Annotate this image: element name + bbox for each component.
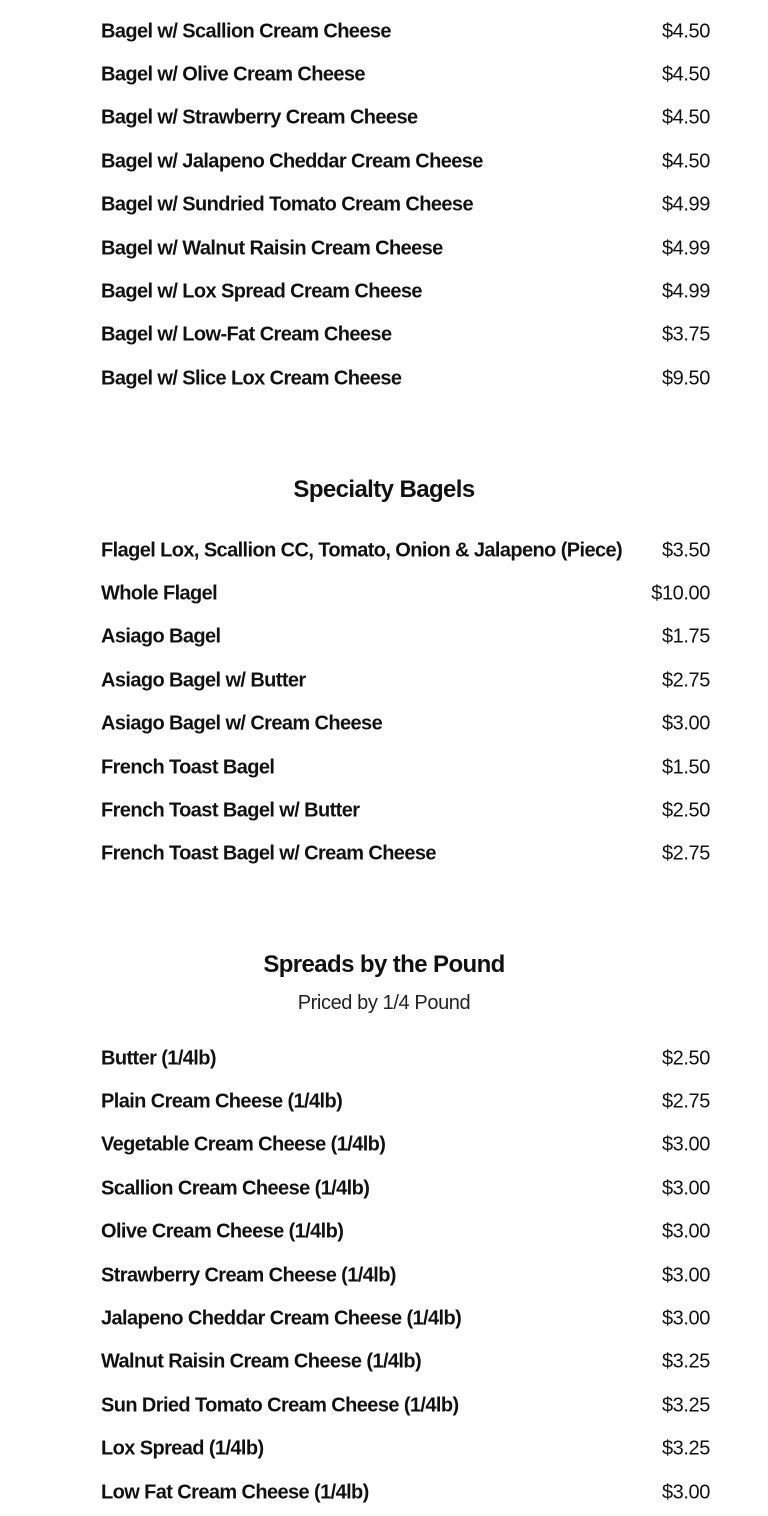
menu-item-name: Bagel w/ Walnut Raisin Cream Cheese (101, 237, 443, 260)
menu-item (0, 1384, 768, 1427)
menu-item-price: $4.99 (661, 193, 710, 216)
menu-item-name: Bagel w/ Lox Spread Cream Cheese (101, 280, 422, 303)
menu-item (0, 314, 768, 357)
menu-item-list (0, 10, 768, 401)
menu-item-name: Bagel w/ Jalapeno Cheddar Cream Cheese (101, 150, 483, 173)
section-title-specialty-bagels: Specialty Bagels (293, 476, 475, 503)
menu-item-price: $3.00 (661, 712, 710, 735)
menu-item-name: French Toast Bagel w/ Butter (101, 799, 360, 822)
menu-item-name: Bagel w/ Scallion Cream Cheese (101, 20, 391, 43)
menu-item (0, 529, 768, 572)
menu-item-name: Jalapeno Cheddar Cream Cheese (1/4lb) (101, 1307, 462, 1330)
menu-item-price: $1.50 (661, 756, 710, 779)
section-title-spreads-by-the-pound: Spreads by the Pound (263, 951, 505, 978)
menu-item-price: $3.25 (661, 1350, 710, 1373)
menu-item-name: Flagel Lox, Scallion CC, Tomato, Onion & Jalapeno (Piece) (101, 539, 623, 562)
menu-item-price: $3.75 (661, 323, 710, 346)
section-spreads-by-the-pound (0, 1037, 768, 1514)
menu-item-price: $3.25 (661, 1437, 710, 1460)
menu-item (0, 746, 768, 789)
menu-item (0, 227, 768, 270)
section-specialty-bagels (0, 529, 768, 876)
menu-item (0, 703, 768, 746)
menu-item-name: Bagel w/ Slice Lox Cream Cheese (101, 367, 402, 390)
menu-item (0, 1124, 768, 1167)
menu-item-name: Plain Cream Cheese (1/4lb) (101, 1090, 343, 1113)
menu-item-price: $10.00 (651, 582, 710, 605)
menu-item (0, 1297, 768, 1340)
menu-item-list (0, 529, 768, 876)
menu-item (0, 184, 768, 227)
menu-item (0, 833, 768, 876)
menu-item-name: Butter (1/4lb) (101, 1047, 216, 1070)
menu-item-price: $3.00 (661, 1220, 710, 1243)
menu-item (0, 10, 768, 53)
section-cream-cheese-bagels (0, 10, 768, 401)
menu-item (0, 1167, 768, 1210)
menu-item-name: French Toast Bagel (101, 756, 275, 779)
menu-item-name: Bagel w/ Olive Cream Cheese (101, 63, 365, 86)
menu-item (0, 1254, 768, 1297)
menu-item (0, 1037, 768, 1080)
menu-item-name: Walnut Raisin Cream Cheese (1/4lb) (101, 1350, 422, 1373)
menu-item-name: Asiago Bagel (101, 625, 221, 648)
menu-item-price: $4.50 (661, 150, 710, 173)
menu-item-price: $4.50 (661, 106, 710, 129)
menu-item (0, 572, 768, 615)
section-subtitle: Priced by 1/4 Pound (297, 992, 471, 1014)
menu-item-price: $3.00 (661, 1307, 710, 1330)
menu-item-name: Asiago Bagel w/ Butter (101, 669, 306, 692)
menu-item-name: Lox Spread (1/4lb) (101, 1437, 264, 1460)
menu-item-price: $3.00 (661, 1481, 710, 1504)
menu-item-price: $2.75 (661, 1090, 710, 1113)
menu-item-list (0, 1037, 768, 1514)
menu-item-name: Bagel w/ Sundried Tomato Cream Cheese (101, 193, 473, 216)
menu-item-price: $4.99 (661, 280, 710, 303)
menu-item-price: $3.50 (661, 539, 710, 562)
menu-item (0, 140, 768, 183)
menu-item-name: Bagel w/ Low-Fat Cream Cheese (101, 323, 392, 346)
menu-item-price: $3.25 (661, 1394, 710, 1417)
menu-item (0, 1341, 768, 1384)
menu-item-price: $3.00 (661, 1177, 710, 1200)
menu-item-price: $4.50 (661, 20, 710, 43)
menu-item (0, 789, 768, 832)
menu-item-price: $4.50 (661, 63, 710, 86)
menu-item (0, 1428, 768, 1471)
menu-item (0, 357, 768, 400)
menu-item (0, 1080, 768, 1123)
menu-item (0, 1471, 768, 1514)
menu-item-price: $3.00 (661, 1133, 710, 1156)
menu-item-name: Asiago Bagel w/ Cream Cheese (101, 712, 383, 735)
menu-item-price: $2.50 (661, 1047, 710, 1070)
menu-item-name: Bagel w/ Strawberry Cream Cheese (101, 106, 418, 129)
menu-item-price: $2.50 (661, 799, 710, 822)
menu-item-price: $3.00 (661, 1264, 710, 1287)
menu-item (0, 97, 768, 140)
menu-item-name: Strawberry Cream Cheese (1/4lb) (101, 1264, 396, 1287)
menu-item-price: $1.75 (661, 625, 710, 648)
menu-item-name: Olive Cream Cheese (1/4lb) (101, 1220, 344, 1243)
menu-item-name: Vegetable Cream Cheese (1/4lb) (101, 1133, 386, 1156)
menu-item (0, 270, 768, 313)
menu-item-name: Whole Flagel (101, 582, 218, 605)
menu-item (0, 659, 768, 702)
menu-item-name: Sun Dried Tomato Cream Cheese (1/4lb) (101, 1394, 459, 1417)
menu-item-name: Scallion Cream Cheese (1/4lb) (101, 1177, 370, 1200)
menu-item (0, 53, 768, 96)
menu-item (0, 616, 768, 659)
menu-item (0, 1211, 768, 1254)
menu-item-price: $9.50 (661, 367, 710, 390)
menu-item-name: Low Fat Cream Cheese (1/4lb) (101, 1481, 369, 1504)
menu-item-name: French Toast Bagel w/ Cream Cheese (101, 842, 436, 865)
menu-item-price: $2.75 (661, 669, 710, 692)
menu-item-price: $2.75 (661, 842, 710, 865)
menu-item-price: $4.99 (661, 237, 710, 260)
